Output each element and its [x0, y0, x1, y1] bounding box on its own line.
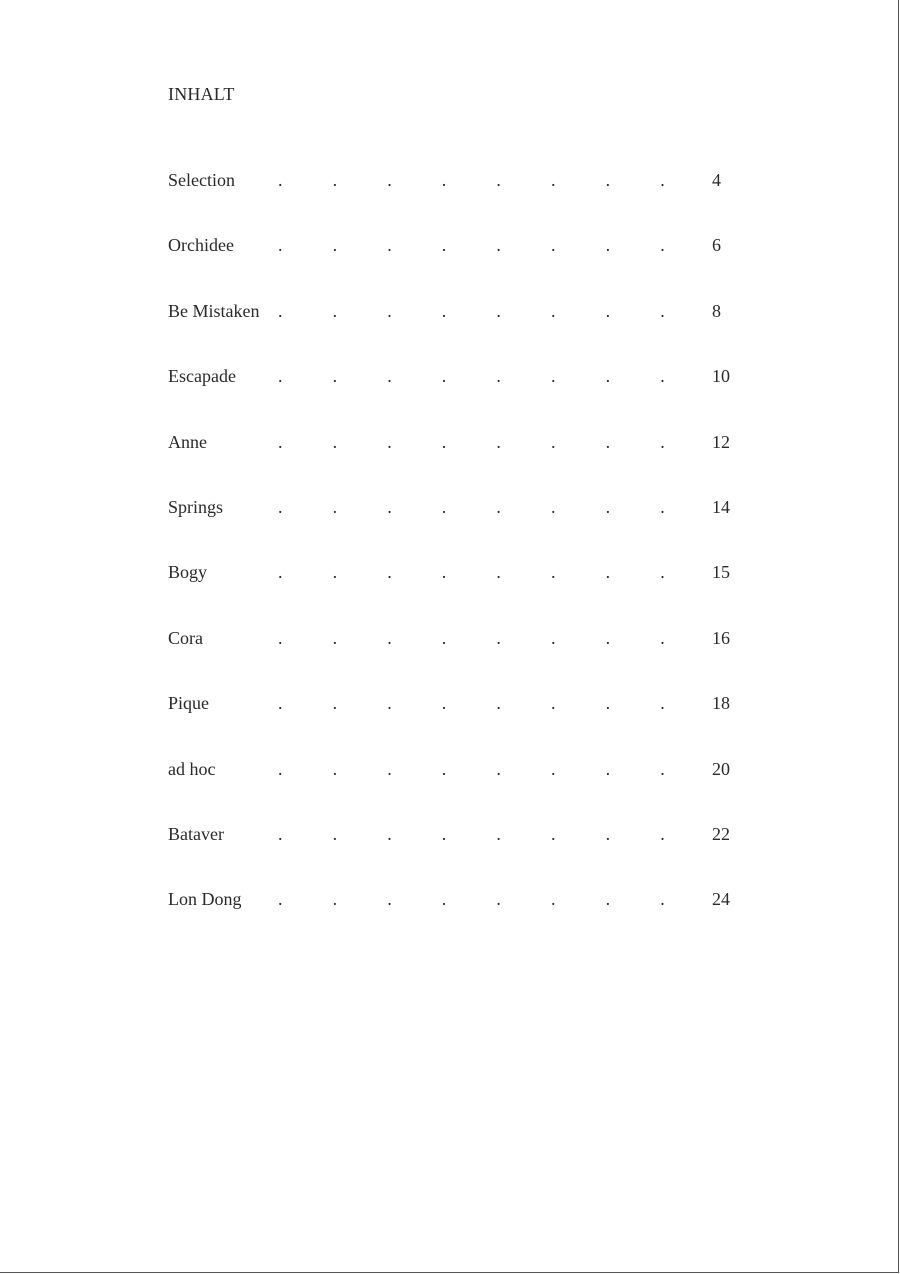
leader-dot: . — [332, 170, 338, 190]
toc-dot-leader — [278, 824, 716, 846]
leader-dot: . — [605, 562, 611, 583]
leader-dot: . — [441, 823, 447, 844]
leader-dot: . — [278, 693, 283, 714]
leader-dot: . — [551, 823, 556, 844]
toc-entry-page: 16 — [712, 627, 730, 648]
leader-dot: . — [441, 889, 447, 910]
leader-dot: . — [605, 170, 611, 190]
toc-entry — [168, 759, 748, 824]
toc-dot-leader — [278, 235, 716, 257]
leader-dot: . — [551, 627, 556, 648]
toc-entry — [168, 889, 748, 954]
leader-dot: . — [441, 496, 447, 517]
leader-dot: . — [551, 889, 556, 910]
leader-dot: . — [278, 889, 283, 910]
leader-dot: . — [387, 496, 392, 517]
leader-dot: . — [605, 693, 611, 714]
toc-dot-leader — [278, 170, 716, 192]
toc-entry — [168, 824, 748, 889]
toc-entry-title: Lon Dong — [168, 889, 242, 910]
toc-entry-page: 4 — [712, 170, 721, 190]
toc-entry — [168, 301, 748, 366]
leader-dot: . — [605, 300, 611, 321]
leader-dot: . — [441, 300, 447, 321]
toc-entry — [168, 235, 748, 300]
leader-dot: . — [332, 562, 338, 583]
leader-dot: . — [332, 496, 338, 517]
leader-dot: . — [332, 758, 338, 779]
toc-entry-title: Cora — [168, 627, 203, 648]
leader-dot: . — [660, 758, 665, 779]
leader-dot: . — [441, 366, 447, 387]
toc-entry-page: 15 — [712, 562, 730, 583]
leader-dot: . — [551, 758, 556, 779]
leader-dot: . — [496, 627, 501, 648]
leader-dot: . — [387, 235, 392, 256]
leader-dot: . — [496, 693, 501, 714]
leader-dot: . — [660, 823, 665, 844]
leader-dot: . — [387, 170, 392, 190]
leader-dot: . — [551, 562, 556, 583]
toc-entry — [168, 170, 748, 235]
toc-entry-page: 6 — [712, 235, 721, 256]
leader-dot: . — [551, 170, 556, 190]
leader-dot: . — [496, 823, 501, 844]
leader-dot: . — [441, 758, 447, 779]
toc-entry — [168, 693, 748, 758]
table-of-contents — [168, 170, 748, 955]
leader-dot: . — [278, 431, 283, 452]
leader-dot: . — [605, 235, 611, 256]
leader-dot: . — [332, 627, 338, 648]
leader-dot: . — [605, 431, 611, 452]
page-title: INHALT — [168, 84, 235, 104]
leader-dot: . — [387, 758, 392, 779]
leader-dot: . — [660, 693, 665, 714]
leader-dot: . — [278, 562, 283, 583]
leader-dot: . — [660, 366, 665, 387]
toc-dot-leader — [278, 628, 716, 650]
leader-dot: . — [660, 300, 665, 321]
leader-dot: . — [660, 889, 665, 910]
leader-dot: . — [496, 300, 501, 321]
toc-entry-title: Springs — [168, 496, 224, 517]
leader-dot: . — [496, 170, 501, 190]
leader-dot: . — [332, 889, 338, 910]
leader-dot: . — [496, 496, 501, 517]
leader-dot: . — [496, 758, 501, 779]
toc-entry-title: Selection — [168, 170, 235, 190]
leader-dot: . — [278, 366, 283, 387]
toc-entry — [168, 628, 748, 693]
leader-dot: . — [551, 300, 556, 321]
leader-dot: . — [387, 889, 392, 910]
toc-entry-page: 22 — [712, 823, 730, 844]
toc-entry-title: Be Mistaken — [168, 300, 260, 321]
leader-dot: . — [660, 235, 665, 256]
leader-dot: . — [441, 431, 447, 452]
leader-dot: . — [551, 496, 556, 517]
leader-dot: . — [660, 627, 665, 648]
leader-dot: . — [605, 889, 611, 910]
toc-entry-page: 18 — [712, 693, 730, 714]
leader-dot: . — [551, 235, 556, 256]
toc-entry — [168, 497, 748, 562]
leader-dot: . — [278, 496, 283, 517]
toc-entry-page: 10 — [712, 366, 730, 387]
leader-dot: . — [605, 823, 611, 844]
leader-dot: . — [278, 758, 283, 779]
toc-dot-leader — [278, 432, 716, 454]
toc-entry-title: Orchidee — [168, 235, 234, 256]
leader-dot: . — [441, 693, 447, 714]
toc-dot-leader — [278, 366, 716, 388]
toc-entry-title: Bataver — [168, 823, 224, 844]
toc-entry-title: Escapade — [168, 366, 236, 387]
leader-dot: . — [496, 889, 501, 910]
toc-entry-page: 14 — [712, 496, 730, 517]
toc-dot-leader — [278, 497, 716, 519]
leader-dot: . — [496, 562, 501, 583]
toc-dot-leader — [278, 301, 716, 323]
leader-dot: . — [332, 235, 338, 256]
toc-entry — [168, 562, 748, 627]
toc-entry-title: ad hoc — [168, 758, 216, 779]
toc-dot-leader — [278, 693, 716, 715]
leader-dot: . — [387, 693, 392, 714]
leader-dot: . — [387, 627, 392, 648]
leader-dot: . — [278, 823, 283, 844]
leader-dot: . — [332, 693, 338, 714]
leader-dot: . — [387, 823, 392, 844]
leader-dot: . — [441, 562, 447, 583]
toc-entry — [168, 432, 748, 497]
leader-dot: . — [278, 235, 283, 256]
leader-dot: . — [387, 562, 392, 583]
leader-dot: . — [441, 170, 447, 190]
leader-dot: . — [496, 235, 501, 256]
leader-dot: . — [278, 627, 283, 648]
leader-dot: . — [551, 366, 556, 387]
leader-dot: . — [278, 170, 283, 190]
leader-dot: . — [605, 366, 611, 387]
leader-dot: . — [496, 431, 501, 452]
leader-dot: . — [605, 496, 611, 517]
leader-dot: . — [605, 758, 611, 779]
toc-entry — [168, 366, 748, 431]
toc-entry-page: 24 — [712, 889, 730, 910]
toc-entry-page: 20 — [712, 758, 730, 779]
leader-dot: . — [332, 823, 338, 844]
leader-dot: . — [496, 366, 501, 387]
toc-dot-leader — [278, 889, 716, 911]
leader-dot: . — [551, 693, 556, 714]
leader-dot: . — [332, 300, 338, 321]
toc-entry-page: 8 — [712, 300, 721, 321]
leader-dot: . — [660, 496, 665, 517]
leader-dot: . — [387, 300, 392, 321]
leader-dot: . — [441, 235, 447, 256]
toc-entry-title: Bogy — [168, 562, 208, 583]
toc-entry-page: 12 — [712, 431, 730, 452]
toc-dot-leader — [278, 562, 716, 584]
leader-dot: . — [605, 627, 611, 648]
leader-dot: . — [278, 300, 283, 321]
leader-dot: . — [660, 431, 665, 452]
leader-dot: . — [660, 170, 665, 190]
leader-dot: . — [332, 431, 338, 452]
toc-entry-title: Pique — [168, 693, 210, 714]
toc-dot-leader — [278, 759, 716, 781]
leader-dot: . — [551, 431, 556, 452]
leader-dot: . — [387, 366, 392, 387]
leader-dot: . — [387, 431, 392, 452]
leader-dot: . — [441, 627, 447, 648]
leader-dot: . — [332, 366, 338, 387]
leader-dot: . — [660, 562, 665, 583]
toc-entry-title: Anne — [168, 431, 207, 452]
